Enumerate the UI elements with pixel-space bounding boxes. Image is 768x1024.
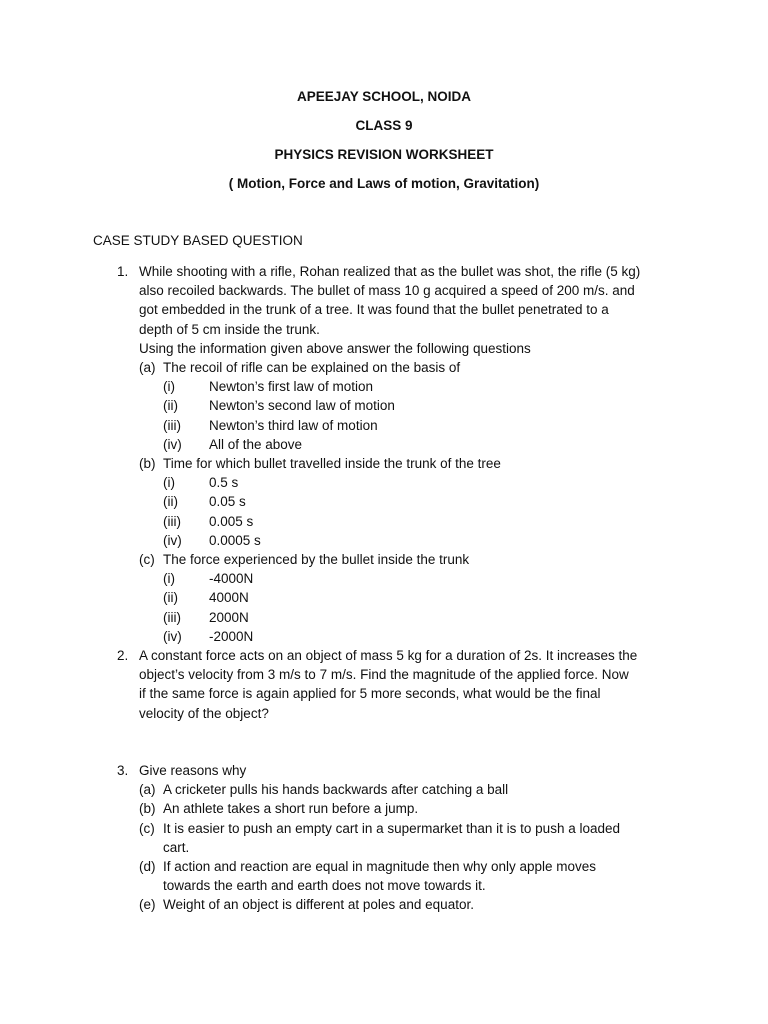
- question-2: [117, 646, 677, 723]
- option: [139, 416, 677, 435]
- option-text: -4000N: [209, 571, 254, 587]
- option-marker: (iv): [163, 436, 182, 452]
- option: [139, 377, 677, 396]
- sub-question-text: Time for which bullet travelled inside the trunk of the tree: [163, 455, 501, 471]
- sub-question-marker: (a): [139, 782, 156, 798]
- reason-d: [139, 857, 677, 895]
- reason-text-line: Weight of an object is different at poles and equator.: [163, 897, 474, 913]
- sub-question-marker: (b): [139, 455, 156, 471]
- question-3: [117, 761, 677, 915]
- reason-text-line: A cricketer pulls his hands backwards after catching a ball: [163, 782, 509, 798]
- sub-question-text: The recoil of rifle can be explained on the basis of: [163, 360, 461, 376]
- option: [139, 627, 677, 646]
- option-marker: (ii): [163, 398, 178, 414]
- section-title: CASE STUDY BASED QUESTION: [93, 233, 303, 248]
- question-number: 3.: [117, 763, 129, 778]
- sub-question-marker: (c): [139, 551, 155, 567]
- option-marker: (iii): [163, 513, 181, 529]
- option-text: -2000N: [209, 628, 254, 644]
- sub-question-marker: (d): [139, 859, 156, 875]
- class-label: CLASS 9: [355, 118, 413, 133]
- option: [139, 512, 677, 531]
- option-marker: (ii): [163, 590, 178, 606]
- question-text-line: A constant force acts on an object of mass 5 kg for a duration of 2s. It increases the: [139, 648, 638, 663]
- option: [139, 588, 677, 607]
- option-text: All of the above: [209, 436, 303, 452]
- worksheet-title: PHYSICS REVISION WORKSHEET: [274, 147, 494, 162]
- question-intro: Give reasons why: [139, 763, 247, 778]
- reason-text-line: It is easier to push an empty cart in a supermarket than it is to push a loaded: [163, 820, 620, 836]
- question-instruction: Using the information given above answer the following questions: [139, 340, 531, 356]
- option-marker: (iv): [163, 532, 182, 548]
- option-text: 0.0005 s: [209, 532, 261, 548]
- sub-question-c: [139, 550, 677, 569]
- option-marker: (iv): [163, 628, 182, 644]
- option-text: 0.005 s: [209, 513, 254, 529]
- option-marker: (i): [163, 379, 175, 395]
- option-text: 0.5 s: [209, 475, 239, 491]
- option-text: 4000N: [209, 590, 249, 606]
- sub-question-b: [139, 454, 677, 473]
- option-text: 0.05 s: [209, 494, 246, 510]
- option: [139, 396, 677, 415]
- option: [139, 531, 677, 550]
- question-number: 1.: [117, 264, 129, 279]
- worksheet-topics: ( Motion, Force and Laws of motion, Gravitation): [228, 176, 540, 191]
- reason-text-line: towards the earth and earth does not move towards it.: [163, 878, 486, 894]
- option-text: Newton’s third law of motion: [209, 417, 378, 433]
- question-text-line: got embedded in the trunk of a tree. It was found that the bullet penetrated to a: [139, 302, 609, 318]
- sub-question-text: The force experienced by the bullet inside the trunk: [163, 551, 470, 567]
- sub-question-marker: (c): [139, 820, 155, 836]
- question-1: [117, 262, 677, 646]
- option-text: Newton’s first law of motion: [209, 379, 374, 395]
- reason-text-line: An athlete takes a short run before a jump.: [163, 801, 419, 817]
- sub-question-marker: (b): [139, 801, 156, 817]
- option: [139, 492, 677, 511]
- reason-text-line: If action and reaction are equal in magnitude then why only apple moves: [163, 859, 597, 875]
- option-marker: (iii): [163, 417, 181, 433]
- option: [139, 608, 677, 627]
- reason-b: [139, 799, 677, 818]
- sub-question-a: [139, 358, 677, 377]
- reason-text-line: cart.: [163, 839, 190, 855]
- option-marker: (i): [163, 571, 175, 587]
- option: [139, 473, 677, 492]
- option-text: 2000N: [209, 609, 249, 625]
- option: [139, 435, 677, 454]
- reason-a: [139, 780, 677, 799]
- question-text-line: also recoiled backwards. The bullet of mass 10 g acquired a speed of 200 m/s. and: [139, 283, 635, 299]
- question-number: 2.: [117, 648, 129, 663]
- question-text-line: velocity of the object?: [139, 705, 269, 721]
- option-marker: (ii): [163, 494, 178, 510]
- reason-e: [139, 895, 677, 914]
- question-text-line: object’s velocity from 3 m/s to 7 m/s. Find the magnitude of the applied force. Now: [139, 667, 629, 683]
- option-marker: (iii): [163, 609, 181, 625]
- option: [139, 569, 677, 588]
- question-text-line: While shooting with a rifle, Rohan realized that as the bullet was shot, the rifle (5 kg): [139, 264, 641, 279]
- school-name: APEEJAY SCHOOL, NOIDA: [296, 89, 472, 104]
- question-text-line: depth of 5 cm inside the trunk.: [139, 321, 320, 337]
- question-text-line: if the same force is again applied for 5 more seconds, what would be the final: [139, 686, 601, 702]
- option-marker: (i): [163, 475, 175, 491]
- sub-question-marker: (e): [139, 897, 156, 913]
- sub-question-marker: (a): [139, 360, 156, 376]
- option-text: Newton’s second law of motion: [209, 398, 395, 414]
- reason-c: [139, 819, 677, 857]
